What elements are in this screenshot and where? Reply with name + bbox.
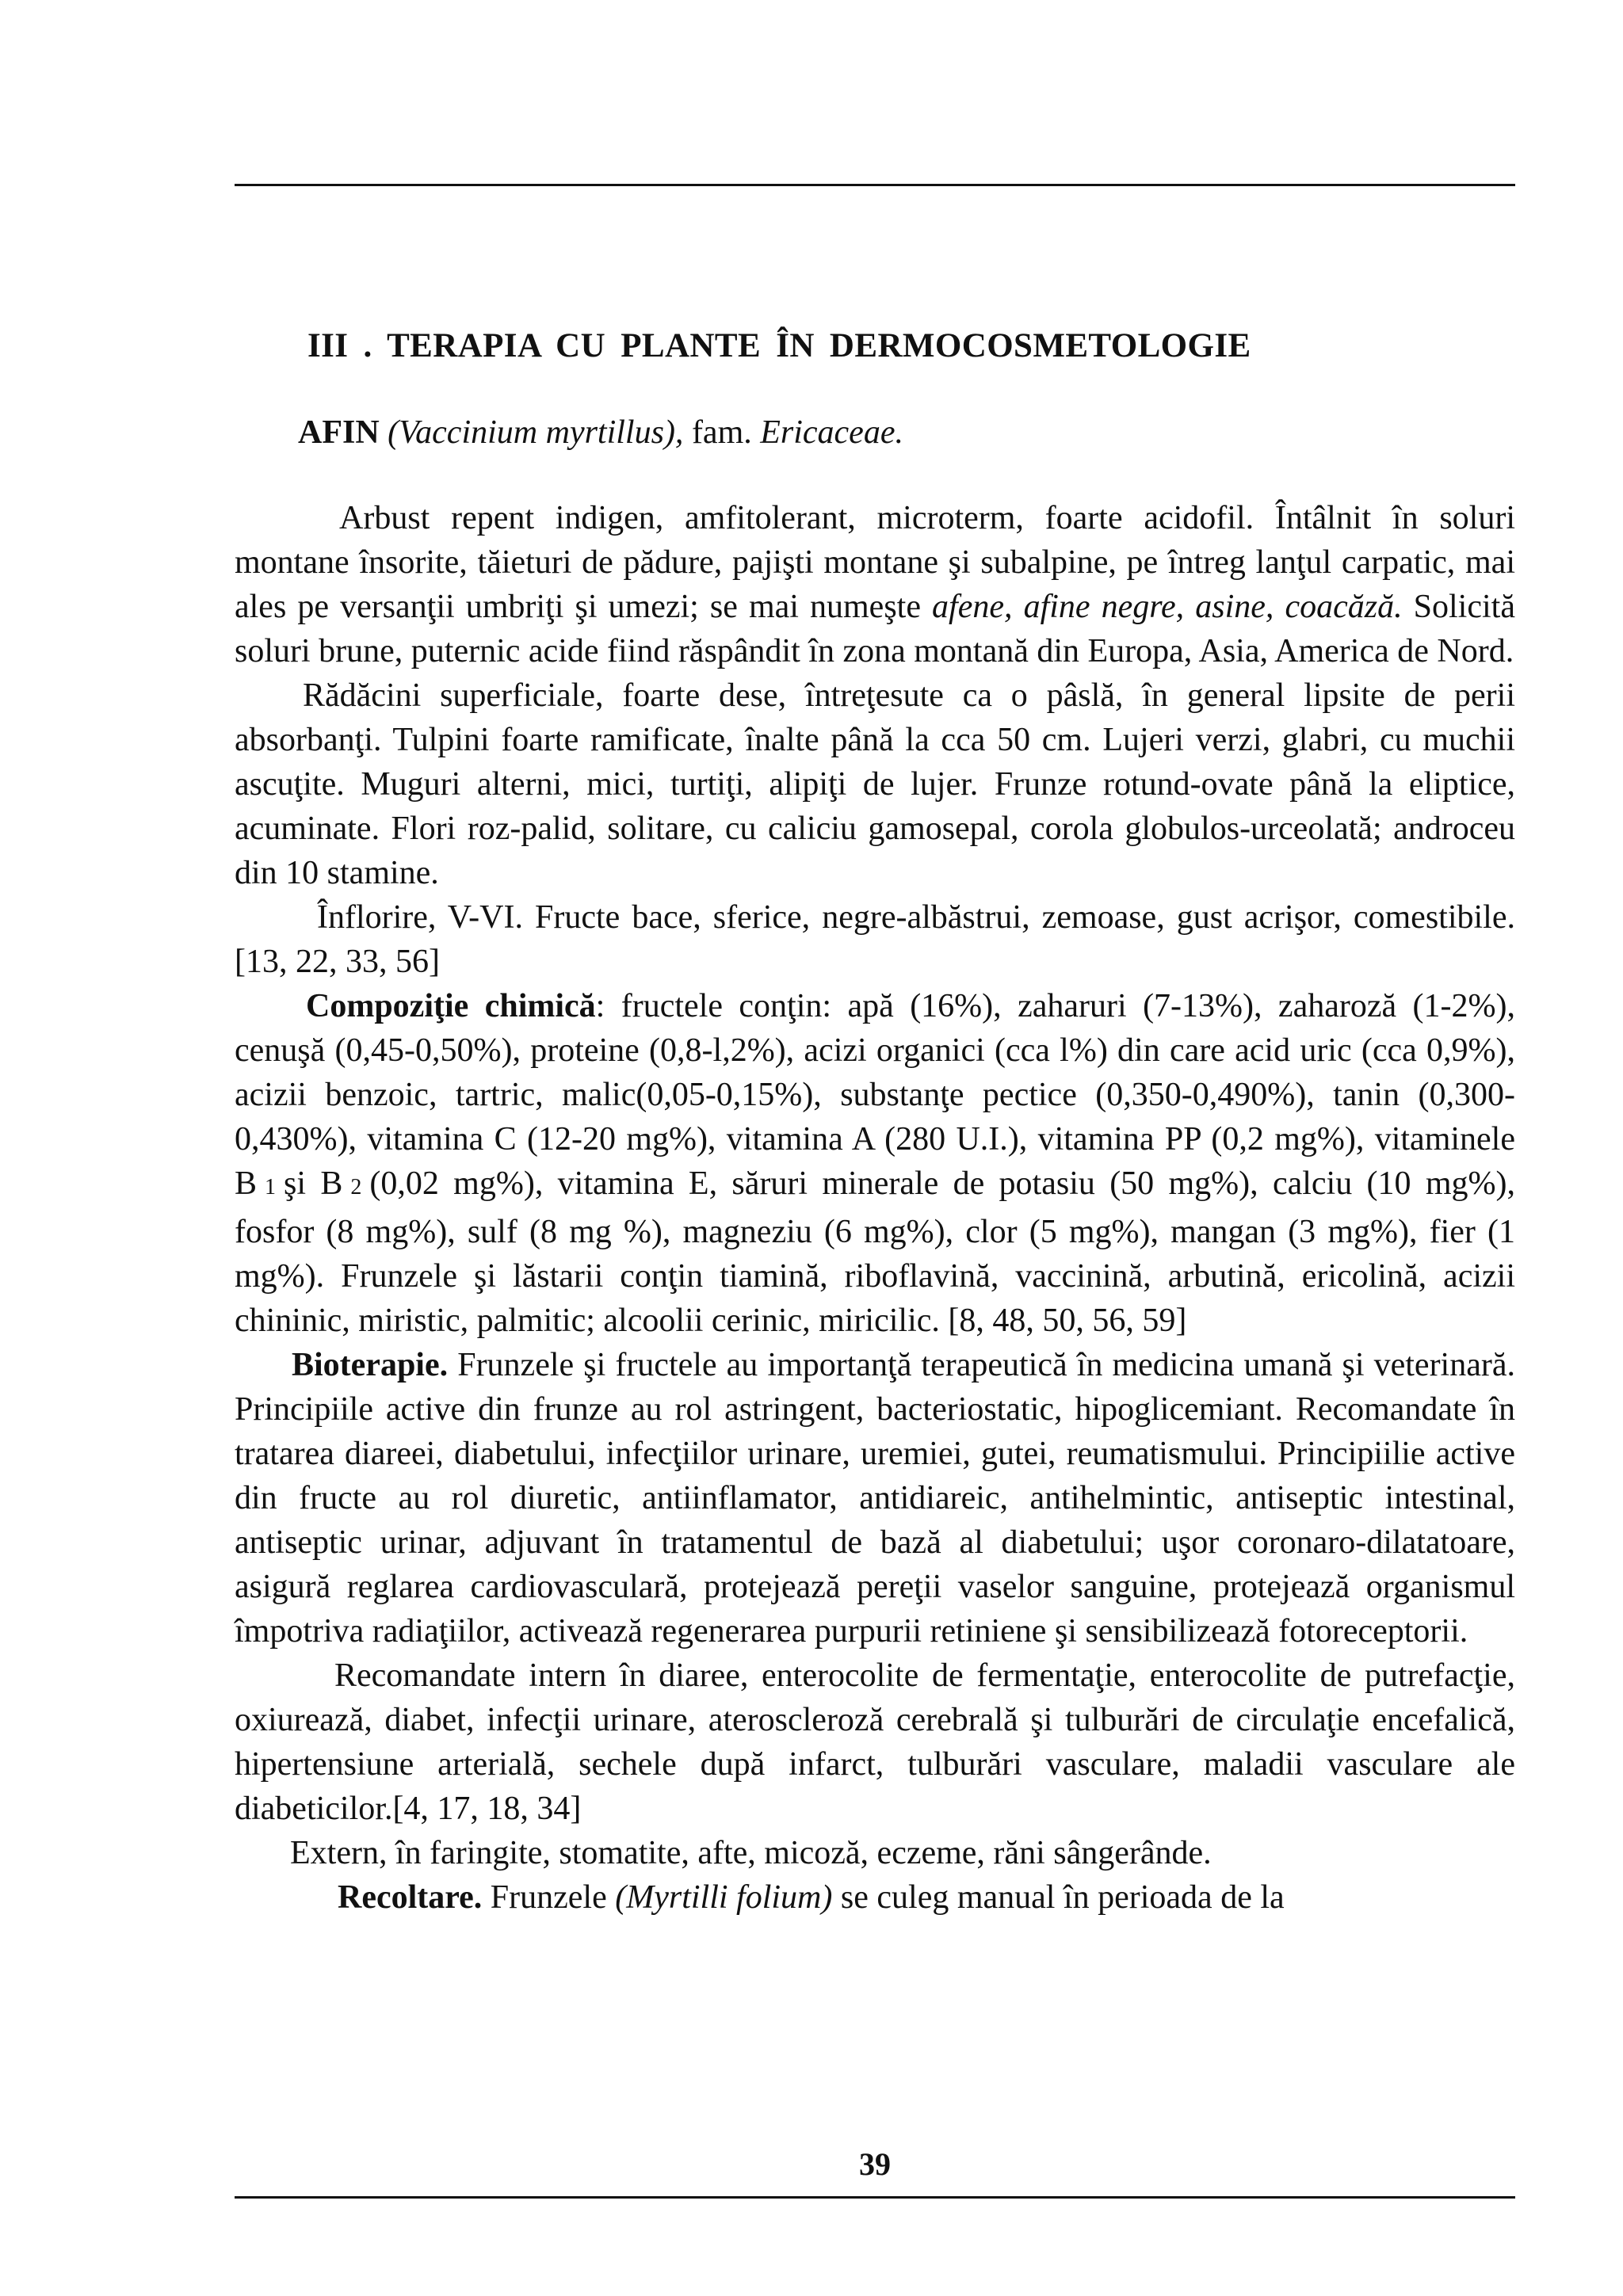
popular-names: afene, afine negre, asine, coacăză. (932, 589, 1403, 625)
paragraph-external-use: Extern, în faringite, stomatite, afte, micoză, eczeme, răni sângerânde. (290, 1835, 1212, 1871)
species-name: AFIN (298, 414, 380, 451)
header-rule (235, 184, 1515, 186)
paragraph-description (235, 496, 1515, 673)
paragraph-text: Solicită soluri brune, puternic acide fiind răspândit în zona montană din Europa, Asia, America de Nord. (235, 589, 1515, 669)
paragraph-text: (0,02 mg%), vitamina E, săruri minerale de potasiu (50 mg%), calciu (10 mg%), fosfor (8 mg%), sulf (8 mg %), magneziu (6 mg%), clor (5 mg%), mangan (3 mg%), fier (1 mg%). Frunzele şi lăstarii conţin tiamină, riboflavină, vaccinină, arbutină, ericolină, acizii chininic, miristic, palmitic; alcoolii cerinic, miricilic. [8, 48, 50, 56, 59] (235, 1165, 1515, 1339)
page-number: 39 (859, 2146, 891, 2182)
body-text (235, 496, 1515, 1920)
species-family: Ericaceae. (760, 414, 903, 451)
footer-rule (235, 2196, 1515, 2199)
paragraph-biotherapy (235, 1343, 1515, 1653)
latin-drug-name: (Myrtilli folium) (615, 1879, 833, 1916)
species-heading (298, 414, 903, 452)
paragraph-flowering: Înflorire, V-VI. Fructe bace, sferice, negre-albăstrui, zemoase, gust acrişor, comestibile.[13, 22, 33, 56] (235, 899, 1515, 980)
species-latin-name: (Vaccinium myrtillus), (388, 414, 684, 451)
paragraph-internal-use: Recomandate intern în diaree, enterocolite de fermentaţie, enterocolite de putrefacţie, oxiurează, diabet, infecţii urinare, ateroscleroză cerebrală şi tulburări de circulaţie encefalică, hipertensiune arterială, sechele după infarct, tulburări vasculare, maladii vasculare ale diabeticilor.[4, 17, 18, 34] (235, 1657, 1515, 1827)
harvest-heading: Recoltare. (338, 1879, 483, 1916)
paragraph-text: Arbust repent indigen, amfitolerant, microterm, foarte acidofil. Întâlnit în soluri montane însorite, tăieturi de pădure, pajişti montane şi subalpine, pe întreg lanţul carpatic, mai ales pe versanţii umbriţi şi umezi; se mai numeşte (235, 500, 1515, 625)
paragraph-text: şi B (284, 1165, 343, 1202)
subscript: 1 (265, 1175, 277, 1199)
paragraph-composition (235, 984, 1515, 1343)
paragraph-morphology: Rădăcini superficiale, foarte dese, întreţesute ca o pâslă, în general lipsite de perii absorbanţi. Tulpini foarte ramificate, înalte până la cca 50 cm. Lujeri verzi, glabri, cu muchii ascuţite. Muguri alterni, mici, turtiţi, alipiţi de lujer. Frunze rotund-ovate până la eliptice, acuminate. Flori roz-palid, solitare, cu caliciu gamosepal, corola globulos-urceolată; androceu din 10 stamine. (235, 677, 1515, 891)
species-family-prefix: fam. (691, 414, 752, 451)
paragraph-harvest (235, 1875, 1515, 1920)
biotherapy-heading: Bioterapie. (292, 1347, 449, 1383)
paragraph-text: Frunzele şi fructele au importanţă terapeutică în medicina umană şi veterinară. Principiile active din frunze au rol astringent, bacteriostatic, hipoglicemiant. Recomandate în tratarea diareei, diabetului, infecţiilor urinare, uremiei, gutei, reumatismului. Principiilie active din fructe au rol diuretic, antiinflamator, antidiareic, antihelmintic, antiseptic intestinal, antiseptic urinar, adjuvant în tratamentul de bază al diabetului; uşor coronaro-dilatatoare, asigură reglarea cardiovasculară, protejează pereţii vaselor sanguine, protejează organismul împotriva radiaţiilor, activează regenerarea purpurii retiniene şi sensibilizează fotoreceptorii. (235, 1347, 1515, 1650)
paragraph-text: se culeg manual în perioada de la (832, 1879, 1285, 1916)
paragraph-text: Frunzele (482, 1879, 616, 1916)
subscript: 2 (350, 1175, 362, 1199)
composition-heading: Compoziţie chimică (306, 988, 596, 1024)
chapter-title: III . TERAPIA CU PLANTE ÎN DERMOCOSMETOLOGIE (307, 327, 1251, 364)
paragraph-text: : fructele conţin: apă (16%), zaharuri (7-13%), zaharoză (1-2%), cenuşă (0,45-0,50%), proteine (0,8-l,2%), acizi organici (cca l%) din care acid uric (cca 0,9%), acizii benzoic, tartric, malic(0,05-0,15%), substanţe pectice (0,350-0,490%), tanin (0,300-0,430%), vitamina C (12-20 mg%), vitamina A (280 U.I.), vitamina PP (0,2 mg%), vitaminele B (235, 988, 1515, 1202)
